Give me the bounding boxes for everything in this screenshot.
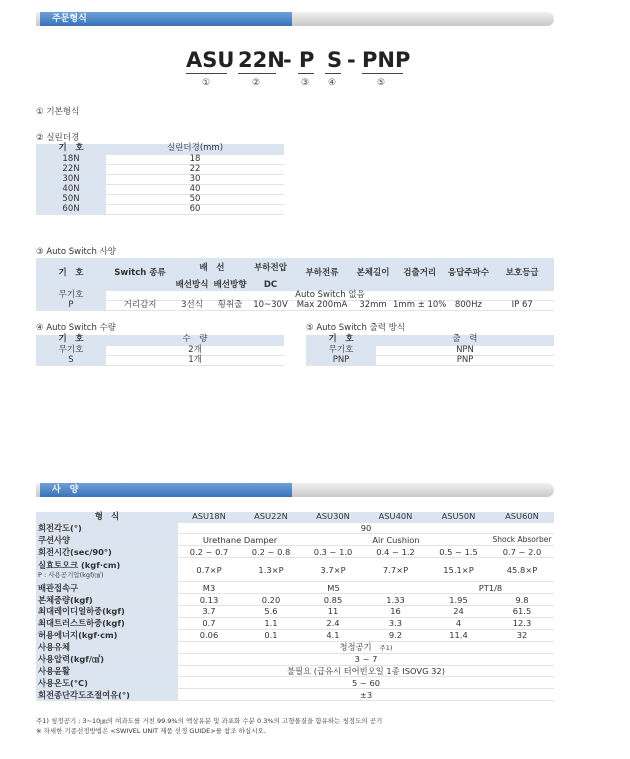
table-row: 사용유체 청정공기 주1) bbox=[36, 641, 554, 653]
switch-spec-label: ③ Auto Switch 사양 bbox=[36, 247, 116, 257]
table-row: 22N 22 bbox=[36, 164, 284, 174]
model-part-switch: P bbox=[299, 48, 315, 72]
footnote-1: 주1) 청정공기 : 3~10㎛의 여과도를 거친 99.9%의 액상유분 및 과포화 수분 0.3%의 고형물질을 함유하는 청정도의 공기 bbox=[36, 717, 383, 725]
marker-1: ① bbox=[202, 78, 211, 88]
bore-header-size: 실린더경(mm) bbox=[106, 144, 284, 154]
table-row: PNP PNP bbox=[306, 355, 554, 365]
table-row: 무기호 2개 bbox=[36, 345, 284, 355]
footnote-2: ※ 자세한 기종선정방법은 <SWIVEL UNIT 제품 선정 GUIDE>를 참조 하십시오. bbox=[36, 727, 266, 735]
table-row: 무기호 NPN bbox=[306, 345, 554, 355]
table-row: 허용에너지(kgf·cm) 0.06 0.1 4.1 9.2 11.4 32 bbox=[36, 629, 554, 641]
switch-qty-label: ④ Auto Switch 수량 bbox=[36, 323, 116, 333]
switch-output-table: 기 호 출 력 무기호 NPN PNP PNP bbox=[306, 335, 554, 366]
model-part-output: PNP bbox=[362, 48, 411, 72]
bore-table bbox=[36, 144, 284, 215]
table-row: 18N 18 bbox=[36, 154, 284, 164]
spec-section-title: 사 양 bbox=[40, 483, 292, 497]
table-row: 회전시간(sec/90°) 0.2 ~ 0.7 0.2 ~ 0.8 0.3 ~ 1.0 0.4 ~ 1.2 0.5 ~ 1.5 0.7 ~ 2.0 bbox=[36, 546, 554, 558]
table-row: 배관접속구 M3 M5 PT1/8 bbox=[36, 582, 554, 594]
table-row: 회전각도(°) 90 bbox=[36, 522, 554, 534]
switch-qty-table: 기 호 수 량 무기호 2개 S 1개 bbox=[36, 335, 284, 366]
order-section-header bbox=[36, 12, 554, 26]
table-row: 최대레이디얼하중(kgf) 3.7 5.6 11 16 24 61.5 bbox=[36, 605, 554, 617]
model-dash: - bbox=[283, 48, 292, 72]
table-row: 50N 50 bbox=[36, 194, 284, 204]
table-row: 사용윤활 불필요 (급유시 터어빈오일 1종 ISOVG 32) bbox=[36, 665, 554, 677]
table-row: 쿠션사양 Urethane Damper Air Cushion Shock Absorber bbox=[36, 534, 554, 546]
table-row: 30N 30 bbox=[36, 174, 284, 184]
table-row: S 1개 bbox=[36, 355, 284, 365]
spec-table: 형 식 ASU18N ASU22N ASU30N ASU40N ASU50N ASU60N 회전각도(°) 90 쿠션사양 Urethane Damper Air Cushion Shock Absorber 회전시간(sec/90°) 0.2 ~ 0.7 0.2 ~ 0.8 0.3 ~ 1.0 0.4 ~ 1.2 0.5 ~ 1.5 0.7 ~ 2.0 실효토오크 (kgf·cm) P : 사용공기압(kgf/㎠) 0.7×P 1.3×P 3.7×P 7.7×P 15.1×P 45.8×P 배관접속구 M3 M5 PT1/8 본체중량(kgf) 0.13 0.20 0.85 1.33 1.95 9.8 최대레이디얼하중(kgf) 3.7 5.6 11 16 24 61.5 최대트러스트하중(kgf) 0.7 1.1 2.4 3.3 4 12.3 허용에너지(kgf·cm) 0.06 0.1 4.1 9.2 11.4 32 사용유체 청정공기 주1) 사용압력(kgf/㎠) 3 ~ 7 사용윤활 불필요 (급유시 터어빈오일 1종 ISOVG 32) 사용온도(°C) 5 ~ 60 회전종단각도조절여유(°) ±3 bbox=[36, 512, 554, 701]
table-row: 60N 60 bbox=[36, 204, 284, 214]
table-row: 40N 40 bbox=[36, 184, 284, 194]
underline bbox=[238, 73, 276, 74]
spec-section-header bbox=[36, 483, 554, 497]
table-row: 회전종단각도조절여유(°) ±3 bbox=[36, 689, 554, 701]
underline bbox=[186, 73, 227, 74]
marker-3: ③ bbox=[301, 78, 310, 88]
bore-label: ② 실린더경 bbox=[36, 133, 80, 143]
order-section-title: 주문형식 bbox=[40, 12, 292, 26]
table-row: 본체중량(kgf) 0.13 0.20 0.85 1.33 1.95 9.8 bbox=[36, 594, 554, 606]
model-part-bore: 22N bbox=[238, 48, 285, 72]
underline bbox=[298, 73, 314, 74]
table-row: 무기호 Auto Switch 없음 bbox=[36, 290, 554, 300]
bore-header-code: 기 호 bbox=[36, 144, 106, 154]
marker-2: ② bbox=[252, 78, 261, 88]
switch-spec-table: 기 호 Switch 종류 배 선 부하전압 부하전류 본체길이 검출거리 응답주파수 보호등급 배선방식 배선방향 DC 무기호 Auto Switch 없음 P 거리감지 3선식 횡취출 10~30V Max 200mA 32mm 1mm ± 10% 800Hz IP 67 bbox=[36, 258, 554, 311]
marker-4: ④ bbox=[328, 78, 337, 88]
switch-output-label: ⑤ Auto Switch 출력 방식 bbox=[306, 323, 406, 333]
model-part-qty: S bbox=[327, 48, 343, 72]
underline bbox=[362, 73, 403, 74]
model-part-series: ASU bbox=[186, 48, 235, 72]
table-row: 사용온도(°C) 5 ~ 60 bbox=[36, 677, 554, 689]
table-row: 사용압력(kgf/㎠) 3 ~ 7 bbox=[36, 653, 554, 665]
basic-type-label: ① 기본형식 bbox=[36, 107, 80, 117]
model-dash: - bbox=[347, 48, 356, 72]
table-row: P 거리감지 3선식 횡취출 10~30V Max 200mA 32mm 1mm ± 10% 800Hz IP 67 bbox=[36, 300, 554, 310]
underline bbox=[325, 73, 341, 74]
table-row: 실효토오크 (kgf·cm) P : 사용공기압(kgf/㎠) 0.7×P 1.3×P 3.7×P 7.7×P 15.1×P 45.8×P bbox=[36, 558, 554, 582]
table-row: 최대트러스트하중(kgf) 0.7 1.1 2.4 3.3 4 12.3 bbox=[36, 617, 554, 629]
marker-5: ⑤ bbox=[377, 78, 386, 88]
